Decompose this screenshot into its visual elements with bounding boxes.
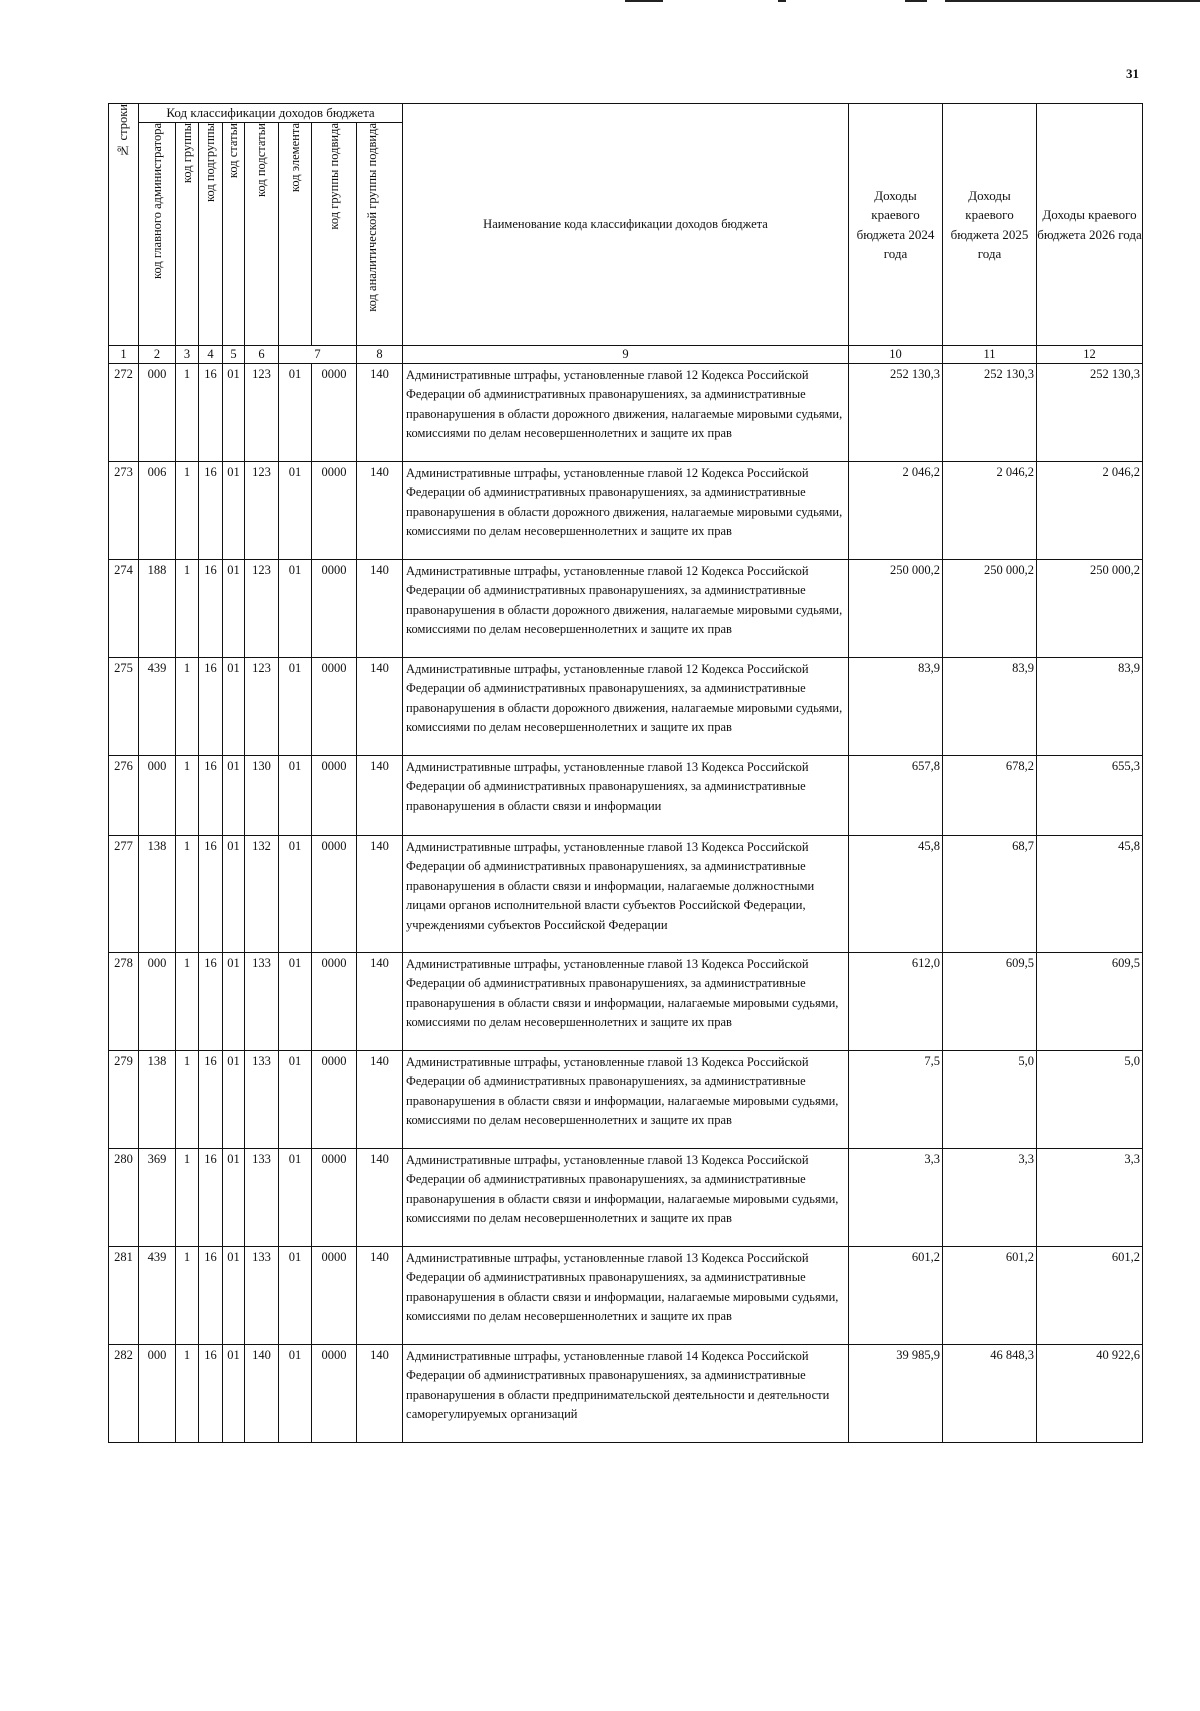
article-code-cell: 01 — [223, 560, 245, 658]
subarticle-code-cell: 123 — [245, 462, 279, 560]
income-2026-cell: 40 922,6 — [1037, 1345, 1143, 1443]
income-2024-cell: 612,0 — [849, 953, 943, 1051]
row-number-cell: 278 — [109, 953, 139, 1051]
income-2024-cell: 3,3 — [849, 1149, 943, 1247]
income-2025-cell: 68,7 — [943, 836, 1037, 953]
income-2025-cell: 678,2 — [943, 756, 1037, 836]
table-row — [109, 836, 1143, 953]
table-row — [109, 1149, 1143, 1247]
article-code-cell: 01 — [223, 1247, 245, 1345]
income-2024-cell: 7,5 — [849, 1051, 943, 1149]
subtype-group-code-cell: 0000 — [312, 560, 357, 658]
subtype-group-code-cell: 0000 — [312, 658, 357, 756]
income-2026-cell: 2 046,2 — [1037, 462, 1143, 560]
element-code-cell: 01 — [279, 560, 312, 658]
column-number: 10 — [849, 346, 943, 364]
element-code-cell: 01 — [279, 462, 312, 560]
admin-code-cell: 369 — [139, 1149, 176, 1247]
income-2024-cell: 250 000,2 — [849, 560, 943, 658]
admin-code-cell: 000 — [139, 1345, 176, 1443]
page-number: 31 — [1126, 66, 1139, 81]
header-article-code: код статьи — [223, 123, 245, 346]
header-subarticle-code: код подстатьи — [245, 123, 279, 346]
subtype-group-code-cell: 0000 — [312, 1345, 357, 1443]
analytic-group-code-cell: 140 — [357, 1149, 403, 1247]
subgroup-code-cell: 16 — [199, 1051, 223, 1149]
analytic-group-code-cell: 140 — [357, 364, 403, 462]
budget-income-table — [108, 103, 1143, 1443]
revenue-name-cell: Административные штрафы, установленные главой 12 Кодекса Российской Федерации об административных правонарушениях, за административные правонарушения в области дорожного движения, налагаемые мировыми судьями, комиссиями по делам несовершеннолетних и защите их прав — [403, 364, 849, 462]
header-analytic-group-code: код аналитической группы подвида — [357, 123, 403, 346]
income-2024-cell: 45,8 — [849, 836, 943, 953]
subgroup-code-cell: 16 — [199, 658, 223, 756]
income-2026-cell: 609,5 — [1037, 953, 1143, 1051]
income-2025-cell: 2 046,2 — [943, 462, 1037, 560]
subarticle-code-cell: 123 — [245, 560, 279, 658]
header-classification-group: Код классификации доходов бюджета — [139, 104, 403, 123]
income-2026-cell: 601,2 — [1037, 1247, 1143, 1345]
analytic-group-code-cell: 140 — [357, 836, 403, 953]
revenue-name-cell: Административные штрафы, установленные главой 13 Кодекса Российской Федерации об административных правонарушениях, за административные правонарушения в области связи и информации, налагаемые мировыми судьями, комиссиями по делам несовершеннолетних и защите их прав — [403, 1051, 849, 1149]
column-number: 2 — [139, 346, 176, 364]
admin-code-cell: 000 — [139, 953, 176, 1051]
revenue-name-cell: Административные штрафы, установленные главой 13 Кодекса Российской Федерации об административных правонарушениях, за административные правонарушения в области связи и информации, налагаемые мировыми судьями, комиссиями по делам несовершеннолетних и защите их прав — [403, 1149, 849, 1247]
income-2025-cell: 601,2 — [943, 1247, 1037, 1345]
column-number: 6 — [245, 346, 279, 364]
column-number: 5 — [223, 346, 245, 364]
table-row — [109, 1051, 1143, 1149]
element-code-cell: 01 — [279, 1345, 312, 1443]
group-code-cell: 1 — [176, 658, 199, 756]
group-code-cell: 1 — [176, 1149, 199, 1247]
article-code-cell: 01 — [223, 462, 245, 560]
subarticle-code-cell: 140 — [245, 1345, 279, 1443]
subgroup-code-cell: 16 — [199, 1345, 223, 1443]
subgroup-code-cell: 16 — [199, 756, 223, 836]
income-2024-cell: 39 985,9 — [849, 1345, 943, 1443]
subtype-group-code-cell: 0000 — [312, 953, 357, 1051]
income-2025-cell: 609,5 — [943, 953, 1037, 1051]
row-number-cell: 274 — [109, 560, 139, 658]
revenue-name-cell: Административные штрафы, установленные главой 12 Кодекса Российской Федерации об административных правонарушениях, за административные правонарушения в области дорожного движения, налагаемые мировыми судьями, комиссиями по делам несовершеннолетних и защите их прав — [403, 462, 849, 560]
revenue-name-cell: Административные штрафы, установленные главой 13 Кодекса Российской Федерации об административных правонарушениях, за административные правонарушения в области связи и информации — [403, 756, 849, 836]
scan-edge-marks — [0, 0, 1200, 4]
subgroup-code-cell: 16 — [199, 560, 223, 658]
subgroup-code-cell: 16 — [199, 462, 223, 560]
header-income-2026: Доходы краевого бюджета 2026 года — [1037, 104, 1143, 346]
row-number-cell: 282 — [109, 1345, 139, 1443]
column-number: 11 — [943, 346, 1037, 364]
header-admin-code: код главного администратора — [139, 123, 176, 346]
income-2024-cell: 601,2 — [849, 1247, 943, 1345]
header-income-2024: Доходы краевого бюджета 2024 года — [849, 104, 943, 346]
row-number-cell: 277 — [109, 836, 139, 953]
element-code-cell: 01 — [279, 756, 312, 836]
subtype-group-code-cell: 0000 — [312, 462, 357, 560]
header-subtype-group-code: код группы подвида — [312, 123, 357, 346]
row-number-cell: 273 — [109, 462, 139, 560]
subgroup-code-cell: 16 — [199, 1149, 223, 1247]
subarticle-code-cell: 133 — [245, 953, 279, 1051]
subarticle-code-cell: 133 — [245, 1149, 279, 1247]
element-code-cell: 01 — [279, 658, 312, 756]
group-code-cell: 1 — [176, 462, 199, 560]
row-number-cell: 275 — [109, 658, 139, 756]
analytic-group-code-cell: 140 — [357, 953, 403, 1051]
admin-code-cell: 188 — [139, 560, 176, 658]
article-code-cell: 01 — [223, 836, 245, 953]
income-2026-cell: 3,3 — [1037, 1149, 1143, 1247]
table-row — [109, 756, 1143, 836]
income-2025-cell: 83,9 — [943, 658, 1037, 756]
header-subgroup-code: код подгруппы — [199, 123, 223, 346]
admin-code-cell: 000 — [139, 364, 176, 462]
element-code-cell: 01 — [279, 1149, 312, 1247]
revenue-name-cell: Административные штрафы, установленные главой 14 Кодекса Российской Федерации об административных правонарушениях, за административные правонарушения в области предпринимательской деятельности и деятельности саморегулируемых организаций — [403, 1345, 849, 1443]
subgroup-code-cell: 16 — [199, 953, 223, 1051]
subtype-group-code-cell: 0000 — [312, 1247, 357, 1345]
income-2025-cell: 3,3 — [943, 1149, 1037, 1247]
revenue-name-cell: Административные штрафы, установленные главой 12 Кодекса Российской Федерации об административных правонарушениях, за административные правонарушения в области дорожного движения, налагаемые мировыми судьями, комиссиями по делам несовершеннолетних и защите их прав — [403, 560, 849, 658]
group-code-cell: 1 — [176, 364, 199, 462]
income-2026-cell: 252 130,3 — [1037, 364, 1143, 462]
group-code-cell: 1 — [176, 1247, 199, 1345]
subgroup-code-cell: 16 — [199, 364, 223, 462]
article-code-cell: 01 — [223, 953, 245, 1051]
subarticle-code-cell: 130 — [245, 756, 279, 836]
article-code-cell: 01 — [223, 1051, 245, 1149]
group-code-cell: 1 — [176, 953, 199, 1051]
header-element-code: код элемента — [279, 123, 312, 346]
analytic-group-code-cell: 140 — [357, 462, 403, 560]
subtype-group-code-cell: 0000 — [312, 1149, 357, 1247]
row-number-cell: 280 — [109, 1149, 139, 1247]
income-2026-cell: 250 000,2 — [1037, 560, 1143, 658]
group-code-cell: 1 — [176, 1051, 199, 1149]
income-2025-cell: 46 848,3 — [943, 1345, 1037, 1443]
table-row — [109, 658, 1143, 756]
element-code-cell: 01 — [279, 1247, 312, 1345]
income-2026-cell: 45,8 — [1037, 836, 1143, 953]
income-2025-cell: 250 000,2 — [943, 560, 1037, 658]
revenue-name-cell: Административные штрафы, установленные главой 13 Кодекса Российской Федерации об административных правонарушениях, за административные правонарушения в области связи и информации, налагаемые мировыми судьями, комиссиями по делам несовершеннолетних и защите их прав — [403, 953, 849, 1051]
column-number: 1 — [109, 346, 139, 364]
analytic-group-code-cell: 140 — [357, 1345, 403, 1443]
table-row — [109, 560, 1143, 658]
subtype-group-code-cell: 0000 — [312, 1051, 357, 1149]
subtype-group-code-cell: 0000 — [312, 756, 357, 836]
group-code-cell: 1 — [176, 836, 199, 953]
table-row — [109, 1247, 1143, 1345]
analytic-group-code-cell: 140 — [357, 560, 403, 658]
revenue-name-cell: Административные штрафы, установленные главой 13 Кодекса Российской Федерации об административных правонарушениях, за административные правонарушения в области связи и информации, налагаемые мировыми судьями, комиссиями по делам несовершеннолетних и защите их прав — [403, 1247, 849, 1345]
table-row — [109, 462, 1143, 560]
analytic-group-code-cell: 140 — [357, 1247, 403, 1345]
subarticle-code-cell: 132 — [245, 836, 279, 953]
article-code-cell: 01 — [223, 364, 245, 462]
column-number: 9 — [403, 346, 849, 364]
income-2026-cell: 655,3 — [1037, 756, 1143, 836]
group-code-cell: 1 — [176, 560, 199, 658]
header-group-code: код группы — [176, 123, 199, 346]
income-2024-cell: 2 046,2 — [849, 462, 943, 560]
column-number: 7 — [279, 346, 357, 364]
subarticle-code-cell: 133 — [245, 1247, 279, 1345]
column-numbers-row — [109, 346, 1143, 364]
income-2024-cell: 83,9 — [849, 658, 943, 756]
income-2024-cell: 252 130,3 — [849, 364, 943, 462]
analytic-group-code-cell: 140 — [357, 756, 403, 836]
article-code-cell: 01 — [223, 1345, 245, 1443]
table-row — [109, 1345, 1143, 1443]
row-number-cell: 272 — [109, 364, 139, 462]
revenue-name-cell: Административные штрафы, установленные главой 13 Кодекса Российской Федерации об административных правонарушениях, за административные правонарушения в области связи и информации, налагаемые должностными лицами органов исполнительной власти субъектов Российской Федерации, учреждениями субъектов Российской Федерации — [403, 836, 849, 953]
column-number: 4 — [199, 346, 223, 364]
row-number-cell: 279 — [109, 1051, 139, 1149]
admin-code-cell: 006 — [139, 462, 176, 560]
element-code-cell: 01 — [279, 836, 312, 953]
admin-code-cell: 439 — [139, 658, 176, 756]
revenue-name-cell: Административные штрафы, установленные главой 12 Кодекса Российской Федерации об административных правонарушениях, за административные правонарушения в области дорожного движения, налагаемые мировыми судьями, комиссиями по делам несовершеннолетних и защите их прав — [403, 658, 849, 756]
header-income-2025: Доходы краевого бюджета 2025 года — [943, 104, 1037, 346]
admin-code-cell: 138 — [139, 1051, 176, 1149]
column-number: 8 — [357, 346, 403, 364]
subgroup-code-cell: 16 — [199, 836, 223, 953]
admin-code-cell: 439 — [139, 1247, 176, 1345]
admin-code-cell: 138 — [139, 836, 176, 953]
subtype-group-code-cell: 0000 — [312, 836, 357, 953]
table-body — [109, 364, 1143, 1443]
row-number-cell: 276 — [109, 756, 139, 836]
table-row — [109, 953, 1143, 1051]
subarticle-code-cell: 123 — [245, 364, 279, 462]
subarticle-code-cell: 133 — [245, 1051, 279, 1149]
income-2024-cell: 657,8 — [849, 756, 943, 836]
income-2026-cell: 5,0 — [1037, 1051, 1143, 1149]
header-name-column: Наименование кода классификации доходов бюджета — [403, 104, 849, 346]
article-code-cell: 01 — [223, 658, 245, 756]
group-code-cell: 1 — [176, 1345, 199, 1443]
subarticle-code-cell: 123 — [245, 658, 279, 756]
table-row — [109, 364, 1143, 462]
analytic-group-code-cell: 140 — [357, 1051, 403, 1149]
row-number-cell: 281 — [109, 1247, 139, 1345]
group-code-cell: 1 — [176, 756, 199, 836]
article-code-cell: 01 — [223, 1149, 245, 1247]
income-2025-cell: 252 130,3 — [943, 364, 1037, 462]
column-number: 3 — [176, 346, 199, 364]
header-row-group — [109, 104, 1143, 123]
header-row-number: № строки — [109, 104, 139, 346]
article-code-cell: 01 — [223, 756, 245, 836]
admin-code-cell: 000 — [139, 756, 176, 836]
element-code-cell: 01 — [279, 1051, 312, 1149]
analytic-group-code-cell: 140 — [357, 658, 403, 756]
subtype-group-code-cell: 0000 — [312, 364, 357, 462]
subgroup-code-cell: 16 — [199, 1247, 223, 1345]
element-code-cell: 01 — [279, 364, 312, 462]
income-2025-cell: 5,0 — [943, 1051, 1037, 1149]
income-2026-cell: 83,9 — [1037, 658, 1143, 756]
element-code-cell: 01 — [279, 953, 312, 1051]
column-number: 12 — [1037, 346, 1143, 364]
